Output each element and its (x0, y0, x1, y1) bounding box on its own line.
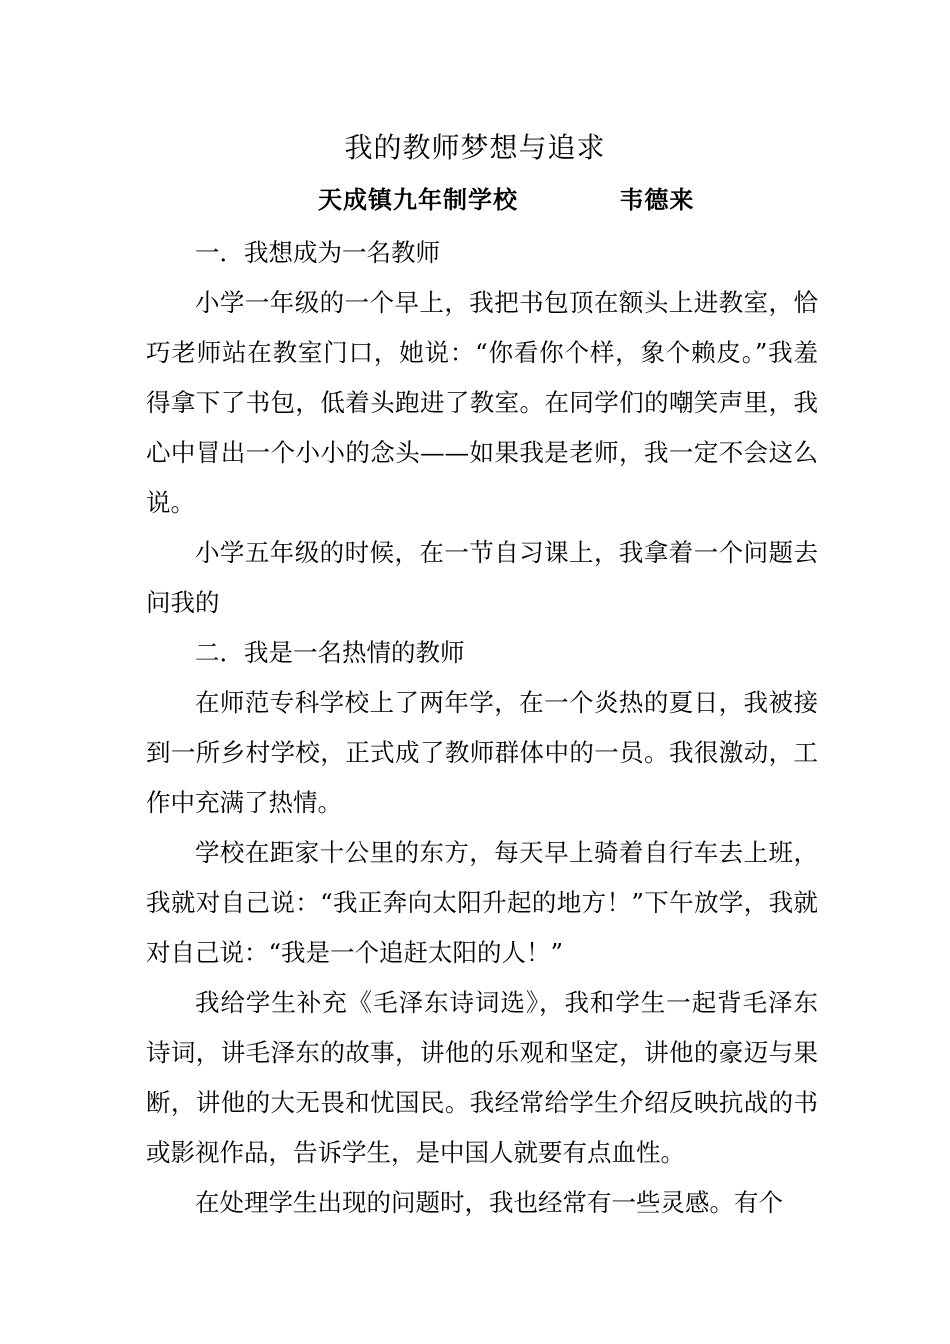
school-name: 天成镇九年制学校 (318, 186, 518, 214)
paragraph: 我给学生补充《毛泽东诗词选》，我和学生一起背毛泽东诗词，讲毛泽东的故事，讲他的乐观和坚定，讲他的豪迈与果断，讲他的大无畏和忧国民。我经常给学生介绍反映抗战的书或影视作品，告诉学生，是中国人就要有点血性。 (146, 988, 818, 1167)
paragraph: 在处理学生出现的问题时，我也经常有一些灵感。有个 (195, 1188, 783, 1217)
paragraph: 小学五年级的时候，在一节自习课上，我拿着一个问题去问我的 (146, 538, 818, 617)
section-heading: 一．我想成为一名教师 (195, 238, 440, 267)
paragraph: 学校在距家十公里的东方，每天早上骑着自行车去上班，我就对自己说：“我正奔向太阳升起的地方！”下午放学，我就对自己说：“我是一个追赶太阳的人！” (146, 838, 818, 967)
paragraph: 小学一年级的一个早上，我把书包顶在额头上进教室，恰巧老师站在教室门口，她说：“你看你个样，象个赖皮。”我羞得拿下了书包，低着头跑进了教室。在同学们的嘲笑声里，我心中冒出一个小小的念头——如果我是老师，我一定不会这么说。 (146, 288, 818, 517)
byline (318, 180, 694, 220)
paragraph: 在师范专科学校上了两年学，在一个炎热的夏日，我被接到一所乡村学校，正式成了教师群体中的一员。我很激动，工作中充满了热情。 (146, 688, 818, 817)
author-name: 韦德来 (619, 186, 695, 214)
document-title: 我的教师梦想与追求 (344, 131, 606, 164)
section-heading: 二．我是一名热情的教师 (195, 638, 465, 667)
document-body (146, 228, 818, 1228)
